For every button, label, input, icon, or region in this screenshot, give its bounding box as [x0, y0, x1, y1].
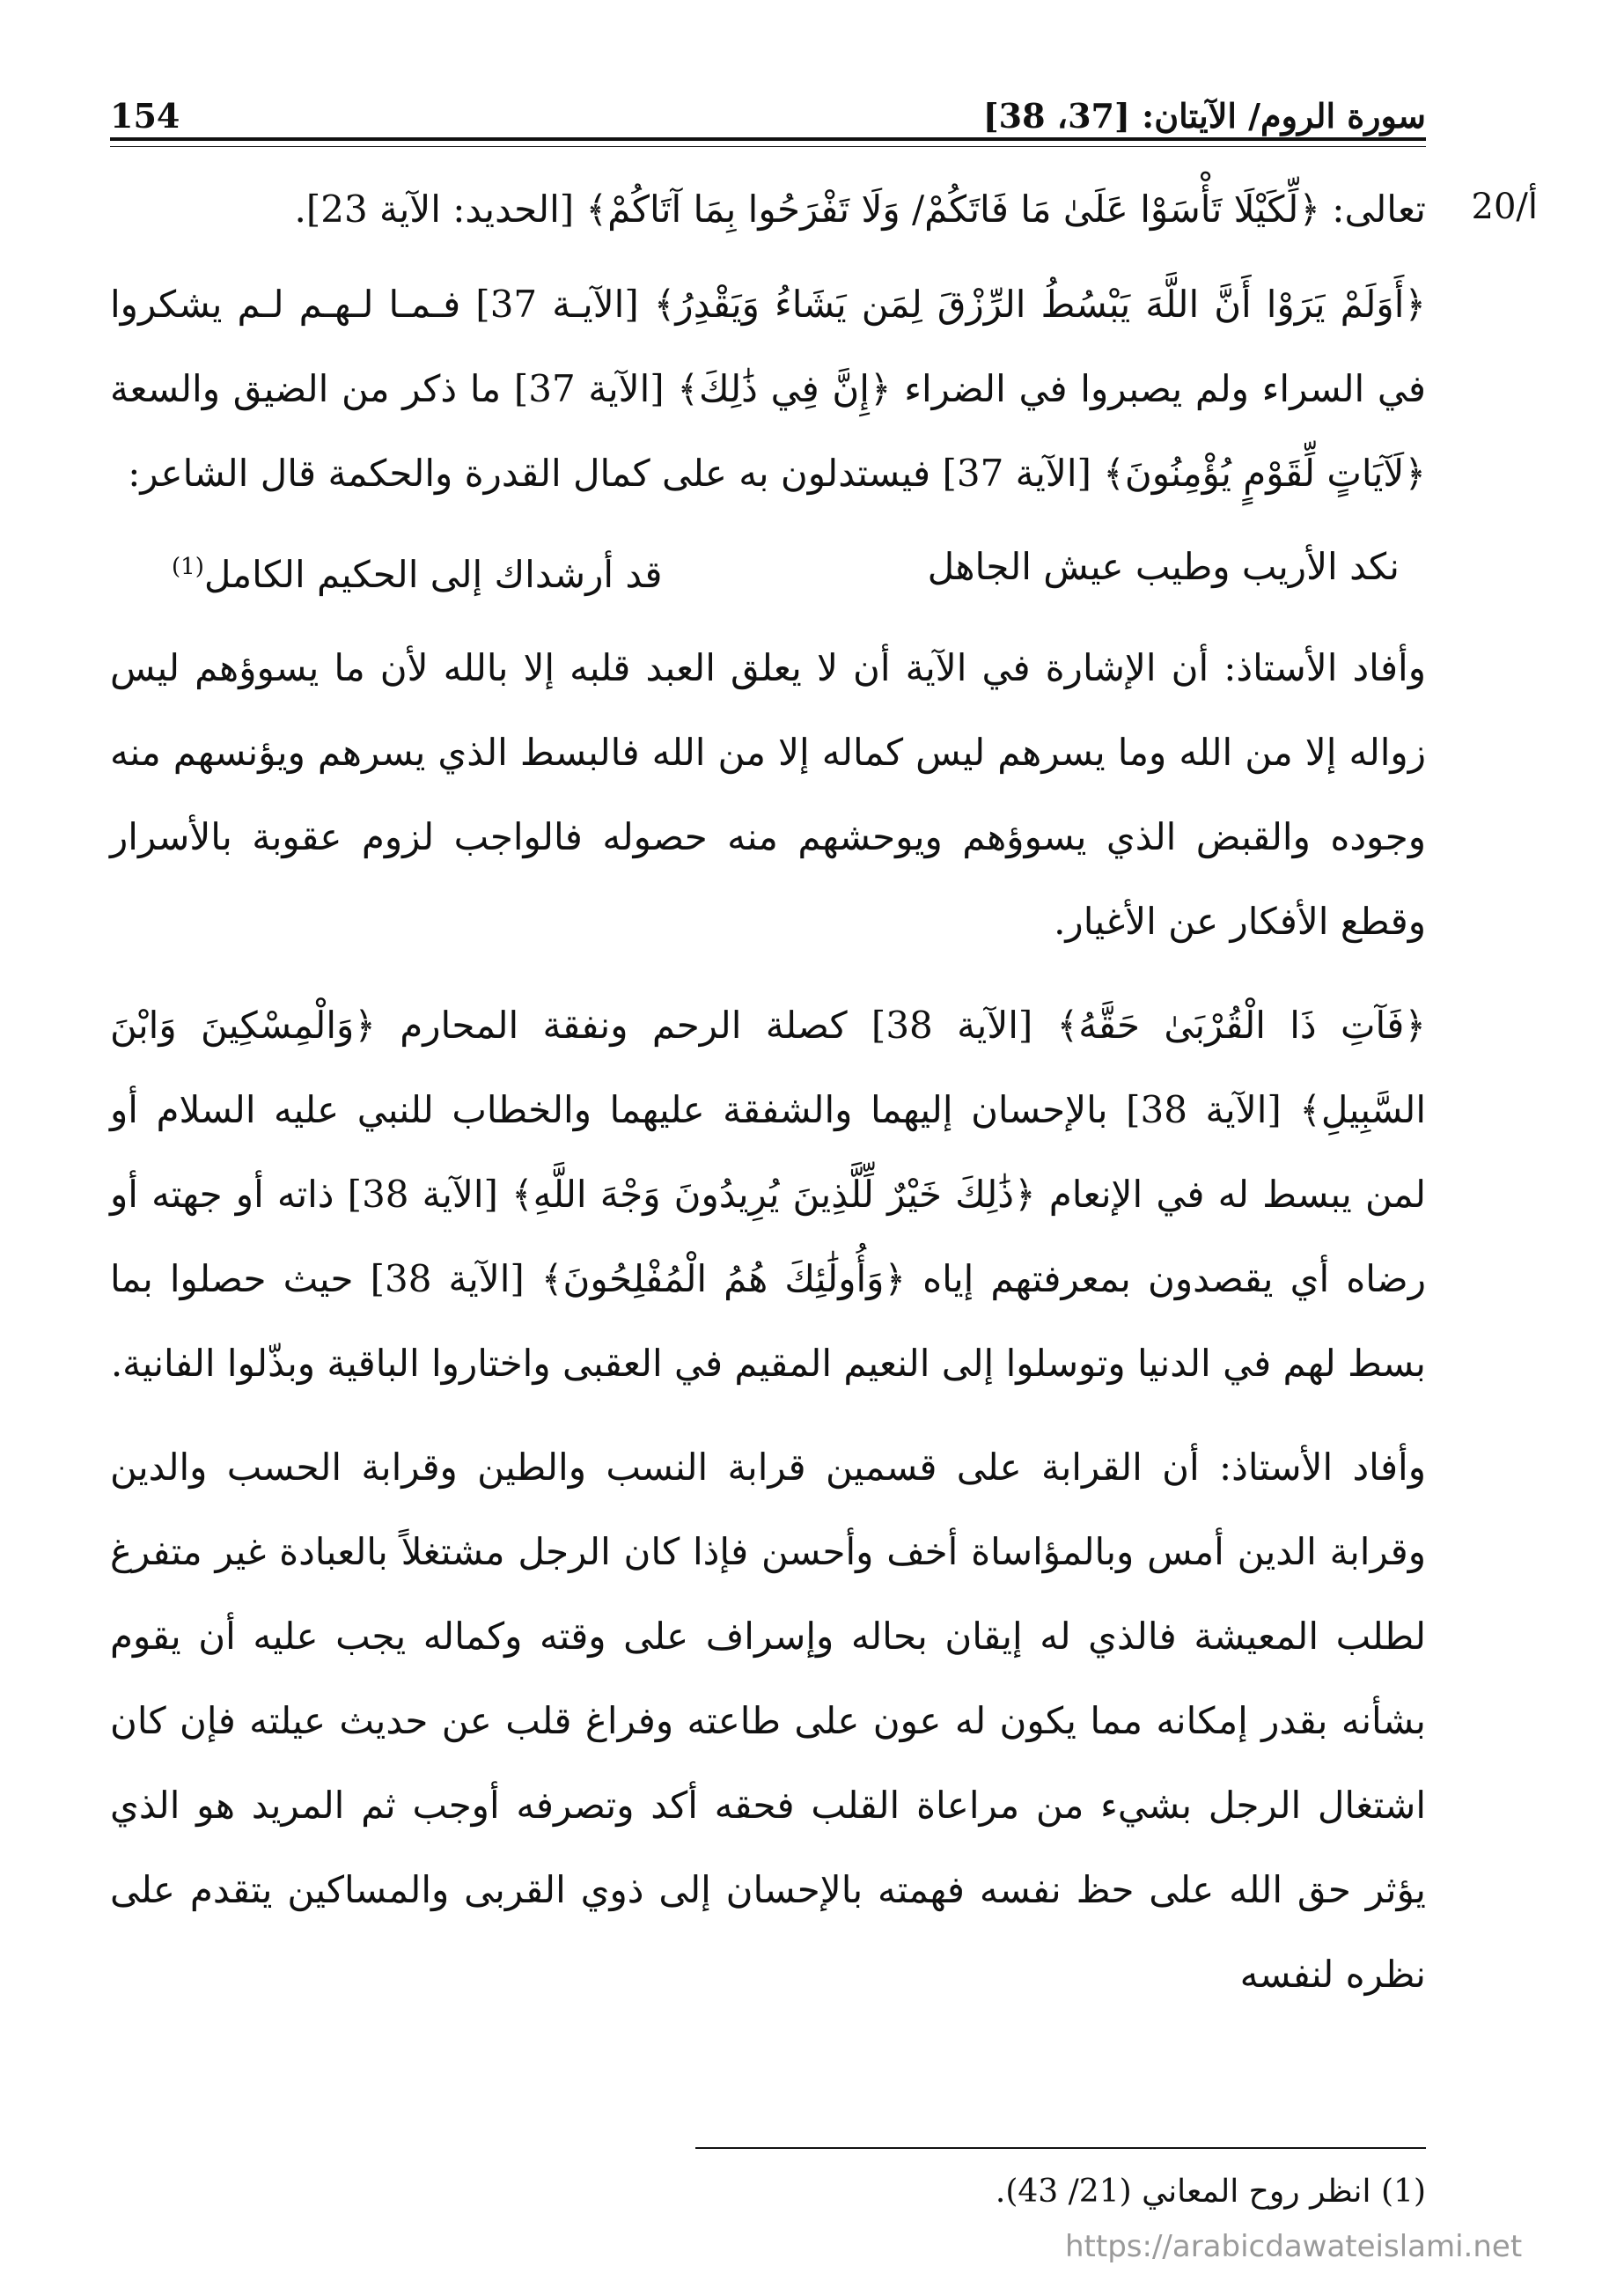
running-header [110, 72, 1426, 136]
verse-hemistich-2: قد أرشداك إلى الحكيم الكامل [203, 553, 663, 596]
header-rule-thin [110, 146, 1426, 147]
main-text [110, 167, 1426, 2017]
surah-title: سورة الروم/ الآيتان: [37، 38] [982, 96, 1426, 136]
footnote-separator [695, 2147, 1426, 2149]
verse-hemistich-1: نكد الأريب وطيب عيش الجاهل [927, 545, 1400, 588]
paragraph-5: وأفاد الأستاذ: أن القرابة على قسمين قرابة النسب والطين وقرابة الحسب والدين وقرابة الدين أمس وبالمؤاساة أخف وأحسن فإذا كان الرجل مشتغلاً بالعبادة غير متفرغ لطلب المعيشة فالذي له إيقان بحاله وإسراف على وقته وكماله يجب عليه أن يقوم بشأنه بقدر إمكانه مما يكون له عون على طاعته وفراغ قلب عن حديث عيلته فإن كان اشتغال الرجل بشيء من مراعاة القلب فحقه أكد وتصرفه أوجب ثم المريد هو الذي يؤثر حق الله على حظ نفسه فهمته بالإحسان إلى ذوي القربى والمساكين يتقدم على نظره لنفسه [110, 1446, 1426, 1996]
poetry-verse [110, 525, 1426, 617]
footnote: (1) انظر روح المعاني (21/ 43). [995, 2174, 1426, 2210]
paragraph-3: وأفاد الأستاذ: أن الإشارة في الآية أن لا يعلق العبد قلبه إلا بالله لأن ما يسوؤهم ليس زواله إلا من الله وما يسرهم ليس كماله إلا من الله فالبسط الذي يسرهم ويؤنسهم منه وجوده والقبض الذي يسوؤهم ويوحشهم منه حصوله فالواجب لزوم عقوبة بالأسرار وقطع الأفكار عن الأغيار. [110, 646, 1426, 943]
page-number: 154 [110, 96, 180, 136]
watermark-url: https://arabicdawateislami.net [1065, 2229, 1523, 2264]
footnote-reference: (1) [172, 554, 204, 580]
paragraph-1: تعالى: ﴿لِّكَيْلَا تَأْسَوْا عَلَىٰ مَا فَاتَكُمْ/ وَلَا تَفْرَحُوا بِمَا آتَاكُمْ﴾ [الحديد: الآية 23]. [294, 188, 1426, 231]
verse-hemistich-2-wrap [172, 525, 663, 617]
folio-marker: 20/أ [1471, 187, 1538, 227]
header-rule-thick [110, 137, 1426, 141]
paragraph-2: ﴿أَوَلَمْ يَرَوْا أَنَّ اللَّهَ يَبْسُطُ الرِّزْقَ لِمَن يَشَاءُ وَيَقْدِرُ﴾ [الآيـة 37] فـمـا لـهـم لـم يشكروا في السراء ولم يصبروا في الضراء ﴿إِنَّ فِي ذَٰلِكَ﴾ [الآية 37] ما ذكر من الضيق والسعة ﴿لَآيَاتٍ لِّقَوْمٍ يُؤْمِنُونَ﴾ [الآية 37] فيستدلون به على كمال القدرة والحكمة قال الشاعر: [110, 283, 1427, 495]
paragraph-4: ﴿فَآتِ ذَا الْقُرْبَىٰ حَقَّهُ﴾ [الآية 38] كصلة الرحم ونفقة المحارم ﴿وَالْمِسْكِينَ وَابْنَ السَّبِيلِ﴾ [الآية 38] بالإحسان إليهما والشفقة عليهما والخطاب للنبي عليه السلام أو لمن يبسط له في الإنعام ﴿ذَٰلِكَ خَيْرٌ لِّلَّذِينَ يُرِيدُونَ وَجْهَ اللَّهِ﴾ [الآية 38] ذاته أو جهته أو رضاه أي يقصدون بمعرفتهم إياه ﴿وَأُولَٰئِكَ هُمُ الْمُفْلِحُونَ﴾ [الآية 38] حيث حصلوا بما بسط لهم في الدنيا وتوسلوا إلى النعيم المقيم في العقبى واختاروا الباقية وبذّلوا الفانية. [110, 1004, 1426, 1385]
